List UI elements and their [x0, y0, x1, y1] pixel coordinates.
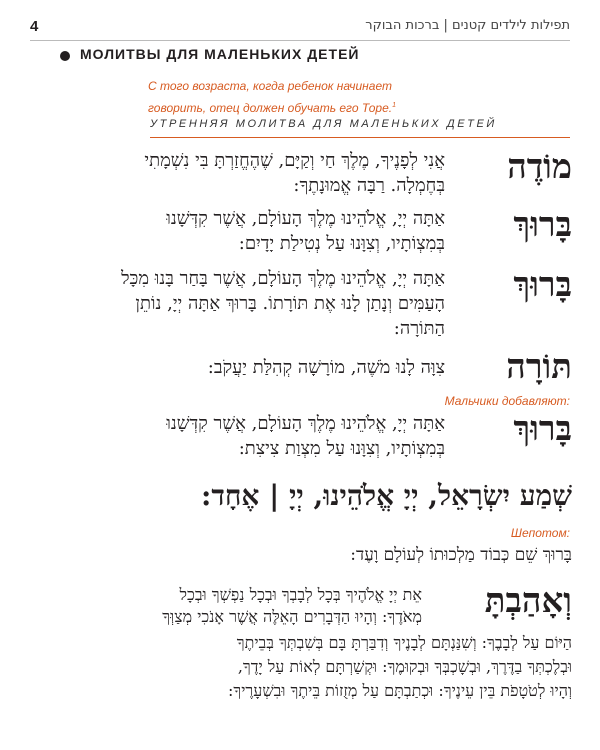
veahavta-line: וּבְלֶכְתְּךָ בַדֶּרֶךְ, וּבְשָׁכְבְּךָ וּבְקוּמֶךָ: וּקְשַׁרְתָּם לְאוֹת עַל יָדֶךָ, — [237, 657, 572, 676]
running-head: תפילות לילדים קטנים | ברכות הבוקר — [365, 18, 570, 33]
veahavta-line: מְאֹדֶךָ: וְהָיוּ הַדְּבָרִים הָאֵלֶּה אֲשֶׁר אָנֹכִי מְצַוְּךָ — [162, 607, 422, 626]
prayer-lead-baruch: בָּרוּךְ — [513, 265, 572, 305]
baruch-shem-line: בָּרוּךְ שֵׁם כְּבוֹד מַלְכוּתוֹ לְעוֹלָם וָעֶד: — [350, 545, 572, 565]
prayer-line: אֲנִי לְפָנֶיךָ, מֶלֶךְ חַי וְקַיָּם, שֶׁהֶחֱזַרְתָּ בִּי נִשְׁמָתִי — [144, 150, 445, 171]
veahavta-line: הַיּוֹם עַל לְבָבֶךָ: וְשִׁנַּנְתָּם לְבָנֶיךָ וְדִבַּרְתָּ בָּם בְּשִׁבְתְּךָ בְּבֵיתֶךָ — [236, 633, 572, 652]
prayer-lead-baruch: בָּרוּךְ — [513, 205, 572, 245]
veahavta-lead: וְאָהַבְתָּ — [484, 581, 572, 621]
footnote-marker: 1 — [392, 102, 397, 109]
veahavta-line: אֵת יְיָ אֱלֹהֶיךָ בְּכָל לְבָבְךָ וּבְכָל נַפְשְׁךָ וּבְכָל — [179, 585, 422, 604]
intro-line-2 — [148, 96, 568, 118]
prayer-line: בְּמִצְוֹתָיו, וְצִוָּנוּ עַל מִצְוַת צִיצִת: — [238, 438, 445, 459]
prayer-line: הָעַמִּים וְנָתַן לָנוּ אֶת תּוֹרָתוֹ. בָּרוּךְ אַתָּה יְיָ, נוֹתֵן — [135, 293, 445, 314]
intro-line-1: С того возраста, когда ребенок начинает — [148, 79, 392, 93]
header-rule — [30, 40, 570, 41]
subheading: УТРЕННЯЯ МОЛИТВА ДЛЯ МАЛЕНЬКИХ ДЕТЕЙ — [150, 118, 497, 130]
prayer-lead-baruch-tzitzit: בָּרוּךְ — [513, 409, 572, 449]
prayer-line: בְּמִצְוֹתָיו, וְצִוָּנוּ עַל נְטִילַת יָדָיִם: — [238, 233, 445, 254]
prayer-line: אַתָּה יְיָ, אֱלֹהֵינוּ מֶלֶךְ הָעוֹלָם, אֲשֶׁר קִדְּשָׁנוּ — [166, 208, 445, 229]
prayer-line: אַתָּה יְיָ, אֱלֹהֵינוּ מֶלֶךְ הָעוֹלָם, אֲשֶׁר בָּחַר בָּנוּ מִכָּל — [121, 268, 445, 289]
section-bullet — [60, 51, 70, 61]
prayer-lead-modeh: מוֹדֶה — [507, 147, 572, 187]
shema-line: שְׁמַע יִשְׂרָאֵל, יְיָ אֱלֹהֵינוּ, יְיָ | אֶחָד: — [201, 479, 572, 512]
whisper-note: Шепотом: — [510, 526, 570, 540]
section-title: МОЛИТВЫ ДЛЯ МАЛЕНЬКИХ ДЕТЕЙ — [80, 46, 360, 62]
boys-note: Мальчики добавляют: — [444, 394, 570, 408]
prayer-line: אַתָּה יְיָ, אֱלֹהֵינוּ מֶלֶךְ הָעוֹלָם, אֲשֶׁר קִדְּשָׁנוּ — [166, 413, 445, 434]
intro-text — [148, 77, 568, 118]
intro-line-2-text: говорить, отец должен обучать его Торе. — [148, 101, 393, 115]
subheading-rule — [150, 137, 570, 138]
veahavta-line: וְהָיוּ לְטֹטָפֹת בֵּין עֵינֶיךָ: וּכְתַבְתָּם עַל מְזֻזוֹת בֵּיתֶךָ וּבִשְׁעָרֶיךָ: — [227, 681, 572, 700]
prayer-line: הַתּוֹרָה: — [393, 318, 445, 339]
prayer-line: בְּחֶמְלָה. רַבָּה אֱמוּנָתֶךָ: — [293, 175, 445, 196]
prayer-line: צִוָּה לָנוּ מֹשֶׁה, מוֹרָשָׁה קְהִלַּת יַעֲקֹב: — [207, 357, 445, 378]
prayer-lead-torah: תּוֹרָה — [506, 347, 572, 387]
page-number: 4 — [30, 18, 39, 35]
